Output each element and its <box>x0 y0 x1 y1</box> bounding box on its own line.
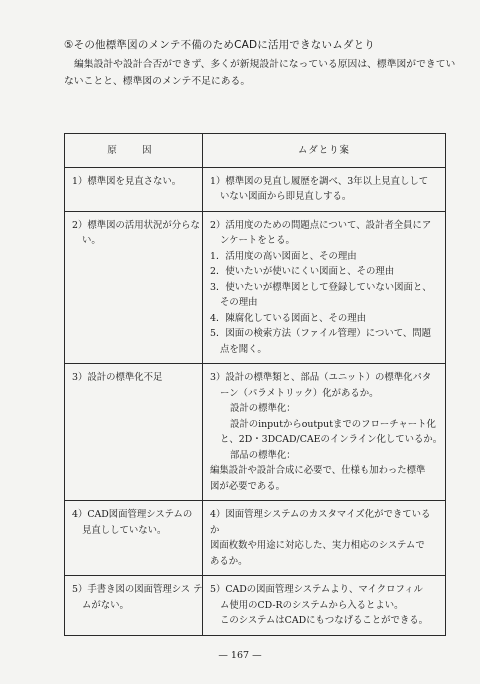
cause-line: 4）CAD図面管理システムの <box>72 509 193 520</box>
remedy-line: 点を聞く。 <box>220 343 267 355</box>
table-header-row <box>65 134 446 168</box>
remedy-line: 図面枚数や用途に対応した、実力相応のシステムで <box>210 540 425 551</box>
remedy-line: 4）図面管理システムのカスタマイズ化ができている <box>210 509 431 520</box>
remedy-cell <box>203 501 446 576</box>
column-header-cause: 原 因 <box>65 134 203 168</box>
remedy-line: 1）標準図の見直し履歴を調べ、3年以上見直しして <box>210 175 429 187</box>
remedy-cell <box>203 364 446 501</box>
cause-cell <box>65 211 203 364</box>
remedy-line: 1．活用度の高い図面と、その理由 <box>210 250 357 262</box>
cause-line: ムがない。 <box>82 599 129 611</box>
table-row <box>65 501 446 576</box>
intro-paragraph <box>64 56 456 90</box>
remedy-line: いない図面から即見直しする。 <box>220 191 352 202</box>
section-heading: ⑤その他標準図のメンテ不備のためCADに活用できないムダとり <box>64 39 376 51</box>
remedy-line: 設計のinputからoutputまでのフローチャート化 <box>230 418 436 430</box>
remedy-line: ム使用のCD-Rのシステムから入るとよい。 <box>220 599 404 611</box>
remedy-line: 3）設計の標準類と、部品（ユニット）の標準化パタ <box>210 372 432 383</box>
page-number: — 167 — <box>218 650 262 661</box>
remedy-line: 部品の標準化： <box>230 449 296 461</box>
table-row <box>65 364 446 501</box>
remedy-cell <box>203 211 446 364</box>
remedy-cell <box>203 167 446 211</box>
table-body <box>65 167 446 635</box>
remedy-line: 図が必要である。 <box>210 480 286 492</box>
remedy-line: 4．陳腐化している図面と、その理由 <box>210 312 366 324</box>
remedy-line: 編集設計や設計合成に必要で、仕様も加わった標準 <box>210 465 426 476</box>
remedy-line: 設計の標準化： <box>230 403 296 414</box>
cause-cell <box>65 501 203 576</box>
table-row <box>65 211 446 364</box>
table-row <box>65 167 446 211</box>
remedy-line: 5．図面の検索方法（ファイル管理）について、問題 <box>210 328 432 339</box>
remedy-line: 5）CADの図面管理システムより、マイクロフィル <box>210 584 423 595</box>
remedy-line: ンケートをとる。 <box>220 235 295 246</box>
cause-remedy-table <box>64 133 446 636</box>
remedy-line: 2）活用度のための問題点について、設計者全員にア <box>210 219 432 231</box>
remedy-line: か <box>210 524 220 536</box>
remedy-line: 3．使いたいが標準図として登録していない図面と、 <box>210 281 432 293</box>
cause-line: 見直ししていない。 <box>82 524 167 536</box>
cause-cell <box>65 167 203 211</box>
remedy-line: あるか。 <box>210 555 248 567</box>
remedy-line: その理由 <box>220 297 258 308</box>
cause-cell <box>65 364 203 501</box>
remedy-line: ーン（パラメトリック）化があるか。 <box>220 387 379 399</box>
remedy-line: と、2D・3DCAD/CAEのインライン化しているか。 <box>220 434 443 445</box>
cause-line: 2）標準図の活用状況が分らな <box>72 219 200 231</box>
intro-line: ないことと、標準図のメンテ不足にある。 <box>64 76 251 87</box>
remedy-line: 2．使いたいが使いにくい図面と、その理由 <box>210 266 395 277</box>
cause-line: 5）手書き図の図面管理シス テ <box>72 584 203 595</box>
cause-line: 3）設計の標準化不足 <box>72 372 163 383</box>
remedy-line: このシステムはCADにもつなげることができる。 <box>220 615 429 626</box>
remedy-cell <box>203 576 446 636</box>
intro-line: 編集設計や設計合否ができず、多くが新規設計になっている原因は、標準図ができてい <box>74 59 456 70</box>
cause-line: 1）標準図を見直さない。 <box>72 175 182 187</box>
cause-cell <box>65 576 203 636</box>
cause-line: い。 <box>82 235 101 246</box>
table-row <box>65 576 446 636</box>
column-header-remedy: ムダとり案 <box>203 134 446 168</box>
